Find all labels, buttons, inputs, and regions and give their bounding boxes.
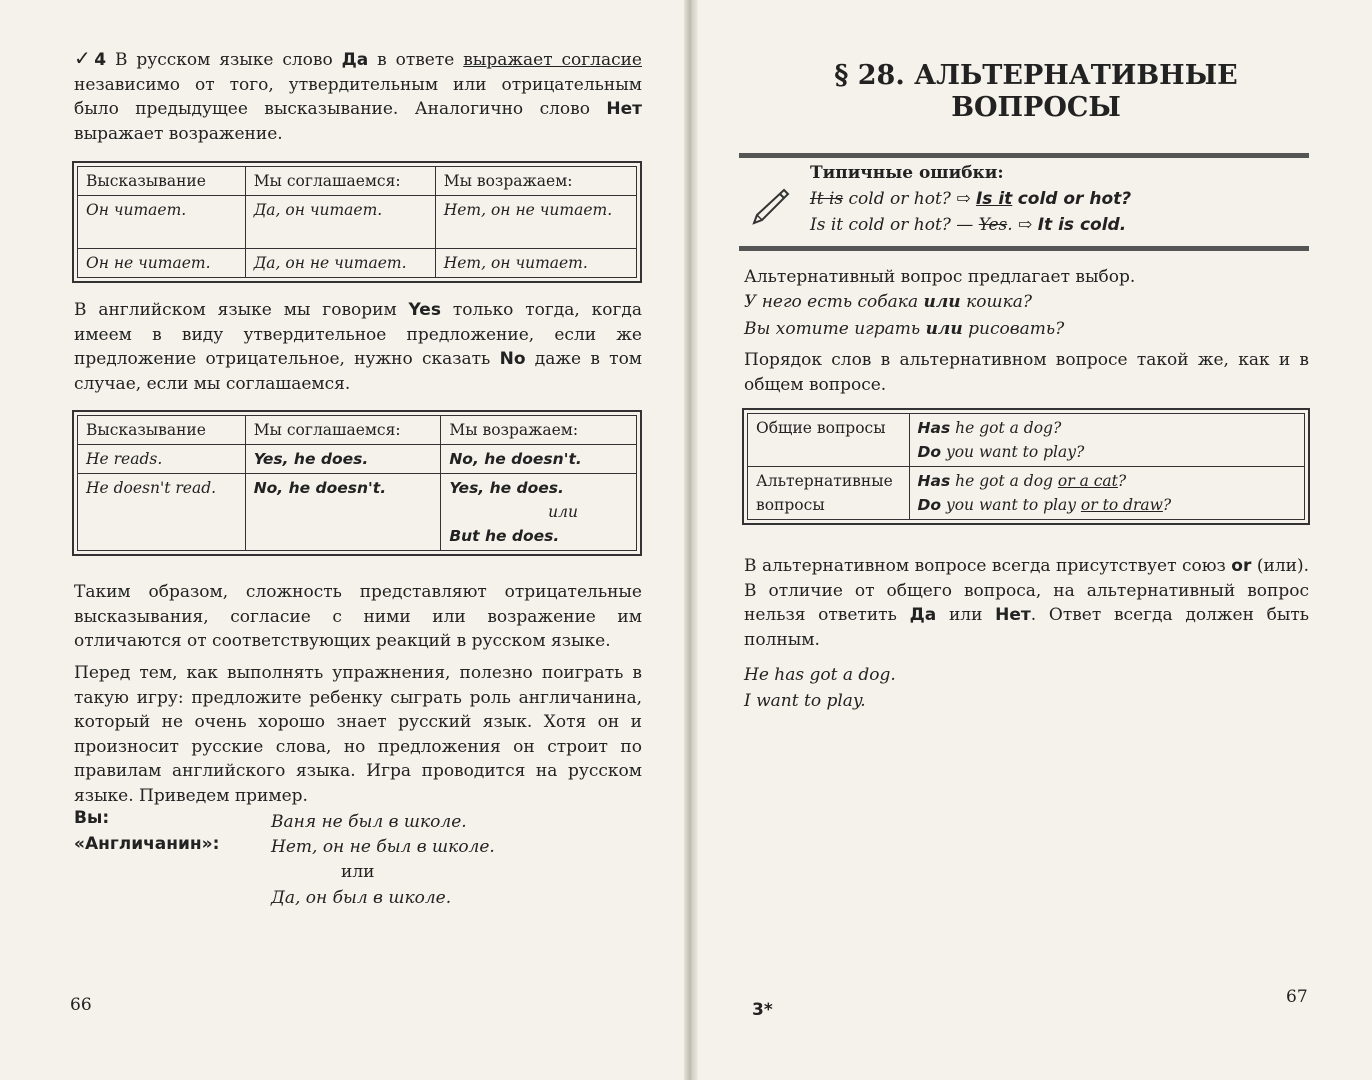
example-1: У него есть собака или кошка?	[744, 292, 1032, 312]
intro-line: Альтернативный вопрос предлагает выбор.	[744, 267, 1136, 287]
page-number-left: 66	[70, 995, 92, 1015]
table-row: Он не читает. Да, он не читает. Нет, он читает.	[78, 249, 637, 278]
arrow-right-icon: ⇨	[1018, 215, 1033, 235]
table-row: Высказывание Мы соглашаемся: Мы возражаем:	[78, 167, 637, 196]
mistakes-bottom-rule	[739, 246, 1309, 251]
table-row: Он читает. Да, он читает. Нет, он не читает.	[78, 196, 637, 249]
english-yes-no-paragraph: В английском языке мы говорим Yes только тогда, когда имеем в виду утвердительное предложение, если же предложение отрицательное, нужно сказать No даже в том случае, если мы соглашаемся.	[74, 300, 643, 394]
difficulty-paragraph: Таким образом, сложность представляют отрицательные высказывания, согласие с ними или возражение им отличаются от соответствующих реакций в русском языке.	[74, 582, 642, 652]
section-title: § 28. АЛЬТЕРНАТИВНЫЕ ВОПРОСЫ	[834, 60, 1238, 123]
note-paragraph: ✓4 В русском языке слово Да в ответе выражает согласие независимо от того, утвердительным или отрицательным было предыдущее высказывание. Аналогично слово Нет выражает возражение.	[74, 46, 643, 144]
page-number-right: 67	[1286, 987, 1308, 1007]
checkmark-icon: ✓	[74, 46, 95, 70]
typical-mistakes: Типичные ошибки: It is cold or hot? ⇨ Is it cold or hot? Is it cold or hot? — Yes. ⇨ It is cold.	[810, 163, 1132, 235]
example-2: Вы хотите играть или рисовать?	[744, 319, 1065, 339]
arrow-right-icon: ⇨	[956, 189, 971, 209]
mistakes-top-rule	[739, 153, 1309, 158]
signature-mark: 3*	[752, 1000, 773, 1020]
dialog-speaker-you: Вы:	[74, 808, 110, 828]
table-row: He reads. Yes, he does. No, he doesn't.	[78, 445, 637, 474]
dialog-line-englishman-2: Да, он был в школе.	[271, 888, 452, 908]
table-question-types	[742, 408, 1310, 525]
dialog-line-englishman-1: Нет, он не был в школе.	[271, 837, 495, 857]
game-paragraph: Перед тем, как выполнять упражнения, полезно поиграть в такую игру: предложите ребенку сыграть роль англичанина, который не очень хорошо знает русский язык. Хотя он и произносит русские слова, но предложения он строит по правилам английского языка. Игра проводится на русском языке. Приведем пример.	[74, 663, 642, 806]
word-order-paragraph: Порядок слов в альтернативном вопросе такой же, как и в общем вопросе.	[744, 350, 1309, 395]
table-row: Альтернативные вопросы Has he got a dog or a cat? Do you want to play or to draw?	[748, 467, 1305, 520]
pencil-icon	[750, 186, 790, 226]
table-russian-reactions	[72, 161, 642, 283]
dialog-speaker-englishman: «Англичанин»:	[74, 834, 220, 854]
table-english-reactions	[72, 410, 642, 556]
dialog-or: или	[341, 862, 375, 882]
conjunction-paragraph: В альтернативном вопросе всегда присутствует союз or (или). В отличие от общего вопроса, на альтернативный вопрос нельзя ответить Да или Нет. Ответ всегда должен быть полным.	[744, 556, 1310, 650]
table-row: He doesn't read. No, he doesn't. Yes, he does. или But he does.	[78, 474, 637, 551]
answer-1: He has got a dog.	[744, 665, 896, 685]
table-row: Высказывание Мы соглашаемся: Мы возражаем:	[78, 416, 637, 445]
dialog-line-you: Ваня не был в школе.	[271, 812, 467, 832]
right-page	[696, 0, 1372, 1080]
table-row: Общие вопросы Has he got a dog? Do you want to play?	[748, 414, 1305, 467]
answer-2: I want to play.	[744, 691, 866, 711]
